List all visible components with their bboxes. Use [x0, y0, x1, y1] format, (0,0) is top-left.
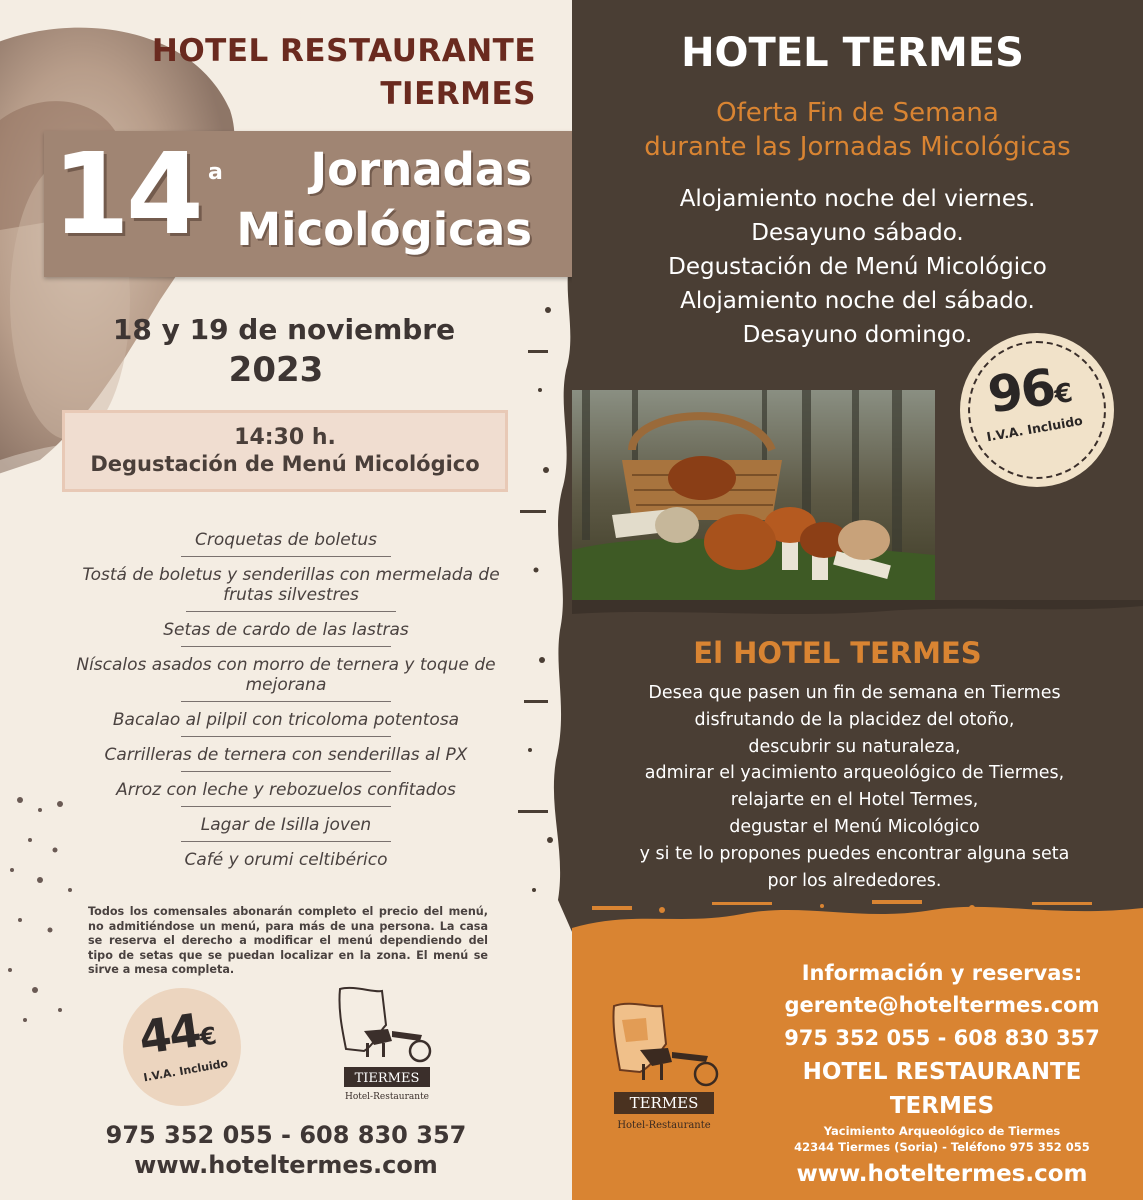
about-line: y si te lo propones puedes encontrar alguna seta — [639, 843, 1070, 864]
about-line: disfrutando de la placidez del otoño, — [694, 709, 1015, 730]
menu-item: Setas de cardo de las lastras — [70, 618, 502, 653]
iva-label: I.V.A. Incluido — [985, 412, 1084, 445]
brush-stroke — [572, 600, 1143, 640]
left-website[interactable]: www.hoteltermes.com — [134, 1151, 438, 1179]
about-line: admirar el yacimiento arqueológico de Tiermes, — [644, 763, 1065, 784]
menu-item: Café y orumi celtibérico — [184, 850, 388, 870]
about-line: por los alrededores. — [767, 870, 942, 891]
left-hotel-title — [152, 30, 536, 116]
tasting-time: 14:30 h. — [234, 425, 336, 450]
event-line-2: Micológicas — [236, 203, 532, 256]
info-title: Información y reservas: — [801, 961, 1083, 985]
tiermes-logo — [334, 985, 434, 1105]
contact-info — [754, 957, 1130, 1193]
logo-name: TERMES — [629, 1094, 699, 1112]
date-days: 18 y 19 de noviembre — [112, 313, 456, 346]
tasting-label: Degustación de Menú Micológico — [90, 452, 480, 476]
edition-number: 14 — [52, 130, 200, 260]
menu-item: Níscalos asados con morro de ternera y toque de mejorana — [70, 653, 502, 708]
logo-name: TIERMES — [354, 1071, 420, 1086]
about-line: Desea que pasen un fin de semana en Tiermes — [648, 683, 1061, 703]
logo-sub: Hotel-Restaurante — [344, 1092, 430, 1102]
stay-item: Degustación de Menú Micológico — [668, 254, 1047, 280]
logo-sub: Hotel-Restaurante — [617, 1120, 711, 1131]
menu-note: Todos los comensales abonarán completo el precio del menú, no admitiéndose un menú, para más de una persona. La casa se reserva el derecho a modificar el menú dependiendo del tipo de setas que se puedan localizar en la zona. El menú se sirve a mesa completa. — [88, 905, 488, 976]
edition-suffix: a — [208, 160, 223, 185]
about-title: El HOTEL TERMES — [693, 636, 982, 670]
menu-item: Croquetas de boletus — [70, 528, 502, 563]
about-line: degustar el Menú Micológico — [729, 816, 980, 837]
event-date — [0, 310, 572, 390]
hotel-name: HOTEL RESTAURANTE TERMES — [802, 1059, 1082, 1119]
left-contact — [0, 1120, 572, 1180]
contact-email[interactable]: gerente@hoteltermes.com — [784, 993, 1100, 1017]
iva-label: I.V.A. Incluido — [142, 1056, 230, 1085]
menu-price: 44€ — [135, 1003, 217, 1065]
dot-texture — [0, 780, 110, 1040]
menu-item: Bacalao al pilpil con tricoloma potentosa — [70, 708, 502, 743]
title-line-1: HOTEL RESTAURANTE — [151, 33, 536, 69]
weekend-price: 96€ — [984, 357, 1073, 425]
menu-item: Carrilleras de ternera con senderillas al PX — [70, 743, 502, 778]
about-line: descubrir su naturaleza, — [748, 736, 961, 757]
address-line-2: 42344 Tiermes (Soria) - Teléfono 975 352 055 — [794, 1140, 1090, 1154]
menu-list — [70, 528, 502, 876]
menu-price-badge — [123, 988, 241, 1106]
left-phones: 975 352 055 - 608 830 357 — [105, 1121, 467, 1149]
about-line: relajarte en el Hotel Termes, — [730, 790, 979, 811]
mushroom-basket-photo — [572, 390, 935, 600]
menu-item: Lagar de Isilla joven — [70, 813, 502, 848]
offer-line-1: Oferta Fin de Semana — [716, 98, 999, 128]
weekend-price-badge — [960, 333, 1114, 487]
title-line-2: TIERMES — [380, 76, 536, 112]
offer-line-2: durante las Jornadas Micológicas — [644, 132, 1071, 162]
menu-item: Arroz con leche y rebozuelos confitados — [70, 778, 502, 813]
event-line-1: Jornadas — [310, 143, 532, 196]
right-hotel-title: HOTEL TERMES — [681, 30, 1024, 76]
stay-item: Alojamiento noche del sábado. — [680, 288, 1035, 314]
stay-item: Desayuno sábado. — [751, 220, 964, 246]
tasting-time-box — [62, 410, 508, 492]
menu-item: Tostá de boletus y senderillas con mermelada de frutas silvestres — [70, 563, 502, 618]
contact-phones: 975 352 055 - 608 830 357 — [784, 1026, 1100, 1050]
weekend-offer — [572, 96, 1143, 164]
right-website[interactable]: www.hoteltermes.com — [796, 1161, 1088, 1187]
event-name — [236, 140, 532, 260]
address-line-1: Yacimiento Arqueológico de Tiermes — [823, 1124, 1061, 1138]
termes-logo — [606, 1000, 722, 1140]
date-year: 2023 — [228, 350, 324, 390]
about-text — [572, 680, 1140, 894]
stay-item: Alojamiento noche del viernes. — [679, 186, 1036, 212]
stay-list — [572, 182, 1143, 352]
stay-item: Desayuno domingo. — [742, 322, 973, 348]
